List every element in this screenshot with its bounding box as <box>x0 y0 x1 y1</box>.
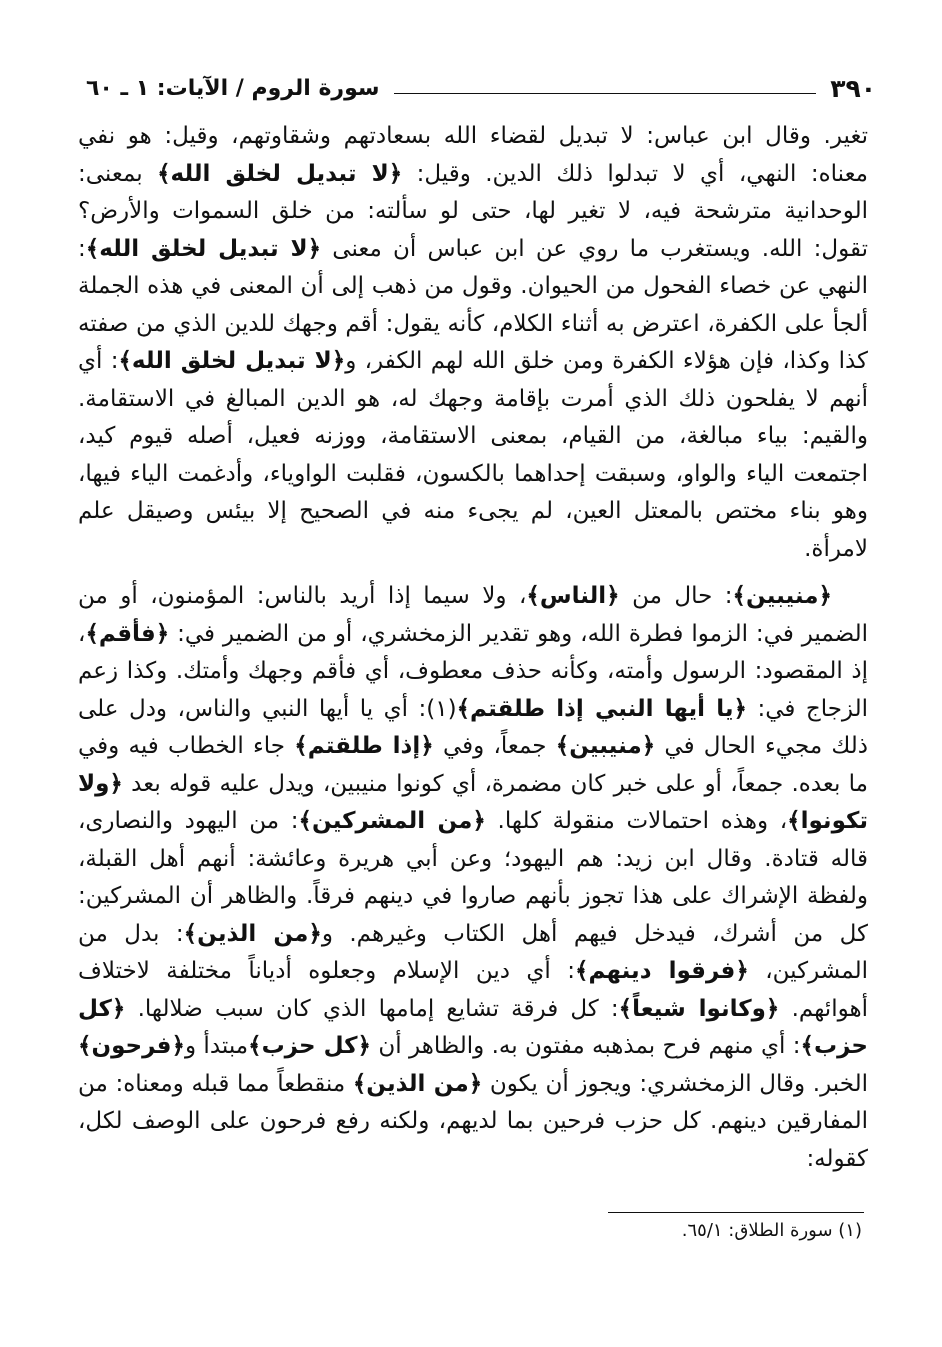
text-run: : أي أنهم لا يفلحون ذلك الذي أمرت بإقامة وجهك له، هو الدين المبالغ في الاستقامة. والقيم: بياء مبالغة، من القيام، بمعنى الاستقامة، ووزنه فعيل، أصله قيوم كيد، اجتمعت الياء والواو، وسبقت إحداهما بالكسون، فقلبت الواوياء، وأدغمت الياء فيها، وهو بناء مختص بالمعتل العين، لم يجىء منه في الصحيح إلا بيئس وصيقل علم لامرأة. <box>78 348 868 562</box>
header-rule <box>394 93 817 94</box>
quran-quote: ﴿من الذين﴾ <box>183 920 322 947</box>
quran-quote: ﴿لا تبديل لخلق الله﴾ <box>157 160 403 187</box>
text-run: منقطعاً مما قبله ومعناه: من المفارقين دينهم. كل حزب فرحين بما لديهم، ولكنه رفع فرحون على الوصف لكل، كقوله: <box>78 1070 868 1172</box>
paragraph-1 <box>78 118 868 568</box>
quran-quote: ﴿منيبين﴾ <box>555 733 656 759</box>
text-run: : أي دين الإسلام وجعلوه أدياناً مختلفة لاختلاف أهوائهم. <box>78 958 868 1022</box>
text-run: جمعاً، وفي <box>433 733 556 759</box>
running-title: سورة الروم / الآيات: ١ ـ ٦٠ <box>86 75 380 101</box>
text-run: بمعنى: الوحدانية مترشحة فيه، لا تغير لها، حتى لو سألته: من خلق السموات والأرض؟ تقول: الله. ويستغرب ما روي عن ابن عباس أن معنى <box>78 160 868 262</box>
text-run: : أي منهم فرح بمذهبه مفتون به. والظاهر أن <box>371 1033 801 1059</box>
quran-quote: ﴿لا تبديل لخلق الله﴾ <box>118 348 346 374</box>
text-run: ، ولا سيما إذا أريد بالناس: المؤمنون، أو من الضمير في: الزموا فطرة الله، وهو تقدير الزمخشري، أو من الضمير في: <box>78 583 868 647</box>
quran-quote: ﴿منيبين﴾ <box>732 583 832 609</box>
text-run: جاء الخطاب فيه وفي ما بعده. جمعاً، أو على خبر كان مضمرة، أي كونوا منيبين، ويدل عليه قوله بعد <box>78 733 868 797</box>
text-run: الخبر. وقال الزمخشري: ويجوز أن يكون <box>482 1070 868 1097</box>
quran-quote: ﴿لا تبديل لخلق الله﴾ <box>85 235 322 262</box>
footnote: (١) سورة الطلاق: ٦٥/١. <box>681 1220 862 1241</box>
quran-quote: ﴿فأقم﴾ <box>85 620 170 647</box>
text-run: تغير. وقال ابن عباس: لا تبديل لقضاء الله بسعادتهم وشقاوتهم، وقيل: هو نفي معناه: النهي، أي لا تبدلوا ذلك الدين. وقيل: <box>78 123 868 187</box>
quran-quote: ﴿ولا تكونوا﴾ <box>78 770 869 834</box>
text-run: مبتدأ و <box>184 1033 249 1059</box>
quran-quote: ﴿كل حزب﴾ <box>248 1033 372 1059</box>
text-run: : بدل من المشركين، <box>78 920 868 984</box>
quran-quote: ﴿إذا طلقتم﴾ <box>294 733 434 759</box>
page-number: ٣٩٠ <box>830 73 876 103</box>
quran-quote: ﴿كل حزب﴾ <box>78 995 868 1059</box>
page-header <box>86 60 876 116</box>
quran-quote: ﴿فرحون﴾ <box>78 1033 185 1059</box>
text-run: (١): أي يا أيها النبي والناس، ودل على ذلك مجيء الحال في <box>78 695 868 759</box>
quran-quote: ﴿يا أيها النبي إذا طلقتم﴾ <box>456 695 747 722</box>
quran-quote: ﴿فرقوا دينهم﴾ <box>574 958 749 984</box>
text-run: ، وهذه احتمالات منقولة كلها. <box>485 808 788 834</box>
quran-quote: ﴿من المشركين﴾ <box>298 808 486 834</box>
quran-quote: ﴿الناس﴾ <box>526 583 620 609</box>
text-run: ، إذ المقصود: الرسول وأمته، وكأنه حذف معطوف، أي فأقم وجهك وأمتك. وكذا زعم الزجاج في: <box>78 620 869 722</box>
paragraph-2 <box>78 578 868 1178</box>
quran-quote: ﴿وكانوا شيعاً﴾ <box>618 995 780 1022</box>
main-text <box>78 118 868 1178</box>
text-run: : كل فرقة تشايع إمامها الذي كان سبب ضلالها. <box>125 995 619 1022</box>
footnote-rule <box>608 1212 864 1213</box>
text-run: : حال من <box>619 583 733 609</box>
text-run: : النهي عن خصاء الفحول من الحيوان. وقول من ذهب إلى أن المعنى في هذه الجملة ألجأ على الكفرة، اعترض به أثناء الكلام، كأنه يقول: أقم وجهك للدين الذي من صفته كذا وكذا، فإن هؤلاء الكفرة ومن خلق الله لهم الكفر، و <box>78 235 868 374</box>
quran-quote: ﴿من الذين﴾ <box>352 1070 483 1097</box>
text-run: : من اليهود والنصارى، قاله قتادة. وقال ابن زيد: هم اليهود؛ وعن أبي هريرة وعائشة: أنهم أهل القبلة، ولفظة الإشراك على هذا تجوز بأنهم صاروا في دينهم فرقاً. والظاهر أن المشركين: كل من أشرك، فيدخل فيهم أهل الكتاب وغيرهم. و <box>78 808 868 947</box>
